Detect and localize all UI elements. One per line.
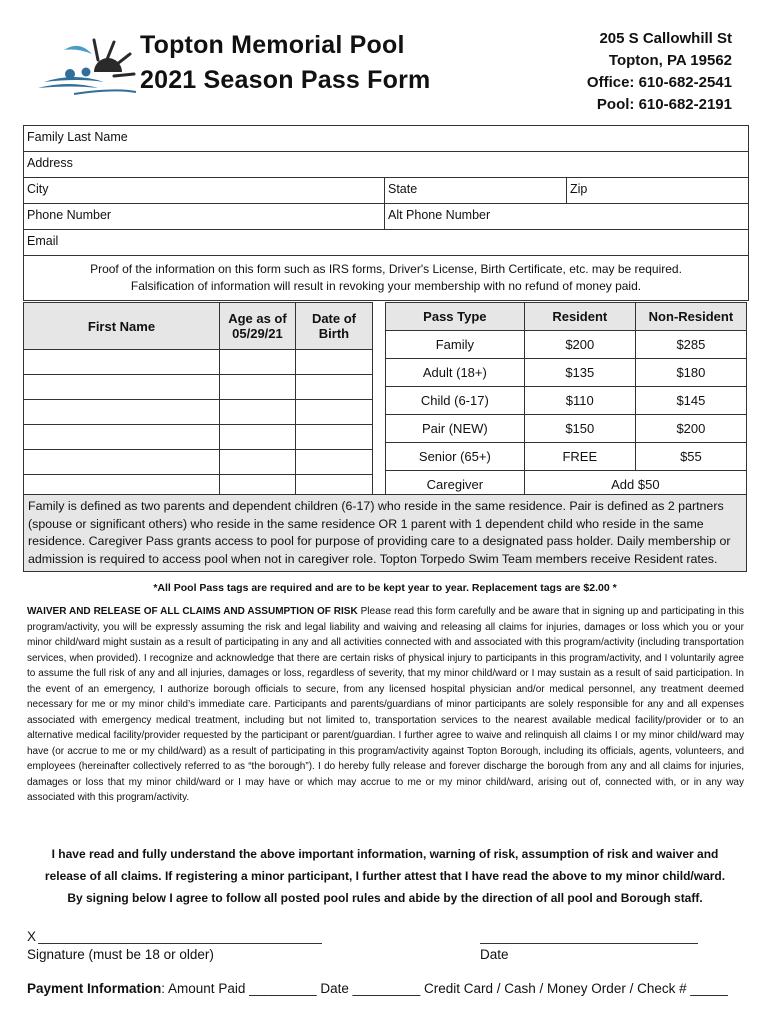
col-age [219,303,295,350]
col-dob-line1: Date of [311,311,356,326]
waiver-text [27,604,744,806]
table-row [24,425,373,450]
family-last-name-row[interactable] [24,126,748,152]
col-non-resident: Non-Resident [635,303,746,331]
agreement-line-2: release of all claims. If registering a minor participant, I further attest that I have read the above to my minor child/ward. [44,869,726,883]
col-first-name: First Name [24,303,220,350]
agreement-statement [20,843,750,909]
payment-info [27,981,728,996]
first-name-cell[interactable] [24,350,220,375]
phone-label: Phone Number [27,208,112,222]
title-line-2: 2021 Season Pass Form [140,66,431,94]
pass-price-table [385,302,747,499]
state-label: State [388,182,418,196]
age-cell[interactable] [219,350,295,375]
agreement-line-3: By signing below I agree to follow all posted pool rules and abide by the direction of all pool and Borough staff. [67,891,703,905]
email-label: Email [27,234,59,248]
pass-type-cell: Adult (18+) [386,359,525,387]
date-line[interactable] [480,928,698,944]
pass-type-cell: Caregiver [386,471,525,499]
city-label: City [27,182,49,196]
resident-price: FREE [524,443,635,471]
title-line-1: Topton Memorial Pool [140,31,405,59]
pass-type-cell: Family [386,331,525,359]
pool-logo [34,30,138,96]
age-cell[interactable] [219,400,295,425]
first-name-cell[interactable] [24,375,220,400]
signature-x: X [27,929,37,944]
payment-fields: : Amount Paid _________ Date _________ Credit Card / Cash / Money Order / Check # _____ [161,981,728,996]
first-name-cell[interactable] [24,425,220,450]
dob-cell[interactable] [295,425,372,450]
email-row[interactable] [24,230,748,256]
resident-price: $110 [524,387,635,415]
age-cell[interactable] [219,450,295,475]
proof-line-1: Proof of the information on this form such as IRS forms, Driver's License, Birth Certificate, etc. may be required. [90,262,682,276]
col-dob-line2: Birth [318,326,350,341]
pass-type-cell: Senior (65+) [386,443,525,471]
col-age-line1: Age as of [228,311,287,326]
payment-label: Payment Information [27,981,162,996]
table-row [386,359,747,387]
address-city: Topton, PA 19562 [608,52,732,69]
table-row [24,450,373,475]
office-phone: Office: 610-682-2541 [586,74,732,91]
dob-cell[interactable] [295,400,372,425]
age-cell[interactable] [219,375,295,400]
first-name-cell[interactable] [24,400,220,425]
city-state-zip-row [24,178,748,204]
waiver-body: Please read this form carefully and be aware that in signing up and participating in this program/activity, you will be expressly assuming the risk and legal liability and waiving and releasing all claims for injuries, damages or loss which you or your minor child/ward might sustain as a result of participating in any and all activities connected with and associated with this program/activity (including transportation services, when provided). I recognize and acknowledge that there are certain risks of physical injury to participants in this program/activity, and I voluntarily agree to assume the full risk of any and all injuries, damages or loss, regardless of severity, that my minor child/ward or I may sustain as a result of said participation. In the event of an emergency, I authorize borough officials to secure, from any licensed hospital physician and/or medical personnel, any treatment deemed necessary for me or my minor child’s immediate care. Participants and parents/guardians of minor participants are solely responsible for any and all expenses associated with emergency medical treatment, including but not limited to, transportation services to the nearest available medical facility/provider or to an alternative medical facility/provider requested by the participant or parent/guardian. I further agree to waive and relinquish all claims I or my minor child/ward may have (or accrue to me or my child/ward) as a result of participating in this program/activity against Topton Borough, including its officials, agents, volunteers, and employees (hereinafter collectively referred to as “the borough”). I do hereby fully release and forever discharge the borough from any and all claims for injuries, damages or loss that my minor child/ward or I may have or which may accrue to me or my minor child/ward, arising out of, connected with, or in any way associated with this program/activity. [27,606,744,803]
address-row[interactable] [24,152,748,178]
table-row [386,331,747,359]
age-cell[interactable] [219,425,295,450]
first-name-cell[interactable] [24,450,220,475]
non-resident-price: $180 [635,359,746,387]
alt-phone-field[interactable] [384,204,748,229]
phone-row [24,204,748,230]
waiver-heading: WAIVER AND RELEASE OF ALL CLAIMS AND ASSUMPTION OF RISK [27,606,358,617]
city-field[interactable] [24,178,384,203]
resident-price: $135 [524,359,635,387]
table-row [386,443,747,471]
alt-phone-label: Alt Phone Number [388,208,491,222]
table-row [386,387,747,415]
date-label: Date [480,947,509,962]
pass-type-cell: Pair (NEW) [386,415,525,443]
pool-phone: Pool: 610-682-2191 [596,96,732,113]
tag-note: *All Pool Pass tags are required and are to be kept year to year. Replacement tags are $2.00 * [153,582,617,594]
phone-field[interactable] [24,204,384,229]
col-pass-type: Pass Type [386,303,525,331]
proof-notice [24,256,748,300]
non-resident-price: $285 [635,331,746,359]
table-row [24,350,373,375]
signature-label: Signature (must be 18 or older) [27,947,214,962]
state-field[interactable] [384,178,566,203]
pass-type-cell: Child (6-17) [386,387,525,415]
signature-line[interactable] [38,928,322,944]
definitions-box: Family is defined as two parents and dependent children (6-17) who reside in the same residence. Pair is defined as 2 partners (spouse or significant others) who reside in the same residence OR 1 parent with 1 dependent child who reside in the same residence. Caregiver Pass grants access to pool for purpose of providing care to a designated pass holder. Daily membership or admission is required to access pool when not in caregiver role. Topton Torpedo Swim Team members receive Resident rates. [23,494,747,572]
dob-cell[interactable] [295,450,372,475]
contact-form [23,125,749,301]
col-dob [295,303,372,350]
address-street: 205 S Callowhill St [599,30,732,47]
agreement-line-1: I have read and fully understand the above important information, warning of risk, assumption of risk and waiver and [51,847,719,861]
table-row [24,375,373,400]
table-row [24,400,373,425]
non-resident-price: $145 [635,387,746,415]
members-table [23,302,373,500]
family-last-name-label: Family Last Name [27,130,128,144]
zip-field[interactable] [566,178,748,203]
resident-price: $150 [524,415,635,443]
col-age-line2: 05/29/21 [232,326,283,341]
proof-line-2: Falsification of information will result in revoking your membership with no refund of money paid. [130,279,642,293]
address-block [587,28,732,116]
non-resident-price: $55 [635,443,746,471]
zip-label: Zip [570,182,588,196]
col-resident: Resident [524,303,635,331]
non-resident-price: $200 [635,415,746,443]
dob-cell[interactable] [295,350,372,375]
resident-price: $200 [524,331,635,359]
address-label: Address [27,156,73,170]
dob-cell[interactable] [295,375,372,400]
caregiver-price: Add $50 [524,471,746,499]
table-row [386,415,747,443]
